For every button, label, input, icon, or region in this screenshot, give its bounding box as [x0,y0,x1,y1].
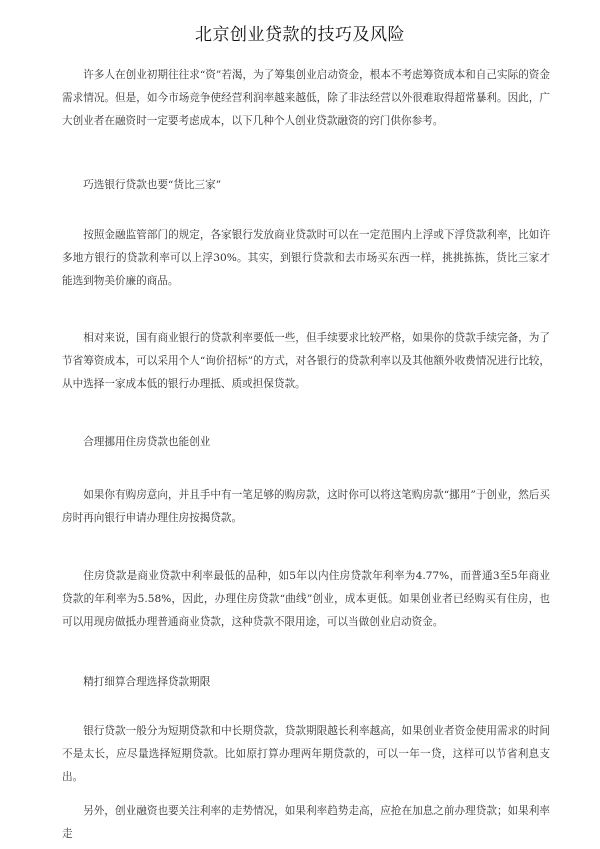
paragraph-rate-regulation: 按照金融监管部门的规定，各家银行发放商业贷款时可以在一定范围内上浮或下浮贷款利率，比如许多地方银行的贷款利率可以上浮30%。其实，到银行贷款和去市场买东西一样，挑挑拣拣，货比三家才能选到物美价廉的商品。 [62,229,550,287]
document-title: 北京创业贷款的技巧及风险 [195,25,405,45]
section-heading-housing-loans: 合理挪用住房贷款也能创业 [83,436,211,448]
paragraph-loan-term: 银行贷款一般分为短期贷款和中长期贷款，贷款期限越长利率越高，如果创业者资金使用需求的时间不是太长，应尽量选择短期贷款。比如原打算办理两年期贷款的，可以一年一贷，这样可以节省利息支出。 [62,725,550,783]
paragraph-state-banks: 相对来说，国有商业银行的贷款利率要低一些，但手续要求比较严格，如果你的贷款手续完备，为了节省筹资成本，可以采用个人“询价招标”的方式，对各银行的贷款利率以及其他额外收费情况进行比较，从中选择一家成本低的银行办理抵、质或担保贷款。 [62,332,550,390]
section-heading-loan-term: 精打细算合理选择贷款期限 [83,676,211,688]
paragraph-intro: 许多人在创业初期往往求“资”若渴，为了筹集创业启动资金，根本不考虑筹资成本和自己实际的资金需求情况。但是，如今市场竞争使经营利润率越来越低，除了非法经营以外很难取得超常暴利。因此，广大创业者在融资时一定要考虑成本，以下几种个人创业贷款融资的窍门供你参考。 [62,69,550,127]
paragraph-purchase-funds: 如果你有购房意向，并且手中有一笔足够的购房款，这时你可以将这笔购房款“挪用”于创业，然后买房时再向银行申请办理住房按揭贷款。 [62,489,550,524]
paragraph-interest-trend: 另外，创业融资也要关注利率的走势情况，如果利率趋势走高，应抢在加息之前办理贷款；如果利率走 [62,805,550,840]
paragraph-housing-rates: 住房贷款是商业贷款中利率最低的品种，如5年以内住房贷款年利率为4.77%，而普通3至5年商业贷款的年利率为5.58%，因此，办理住房贷款“曲线”创业，成本更低。如果创业者已经购买有住房，也可以用现房做抵办理普通商业贷款，这种贷款不限用途，可以当做创业启动资金。 [62,570,550,628]
section-heading-bank-loans: 巧选银行贷款也要“货比三家” [83,179,222,191]
